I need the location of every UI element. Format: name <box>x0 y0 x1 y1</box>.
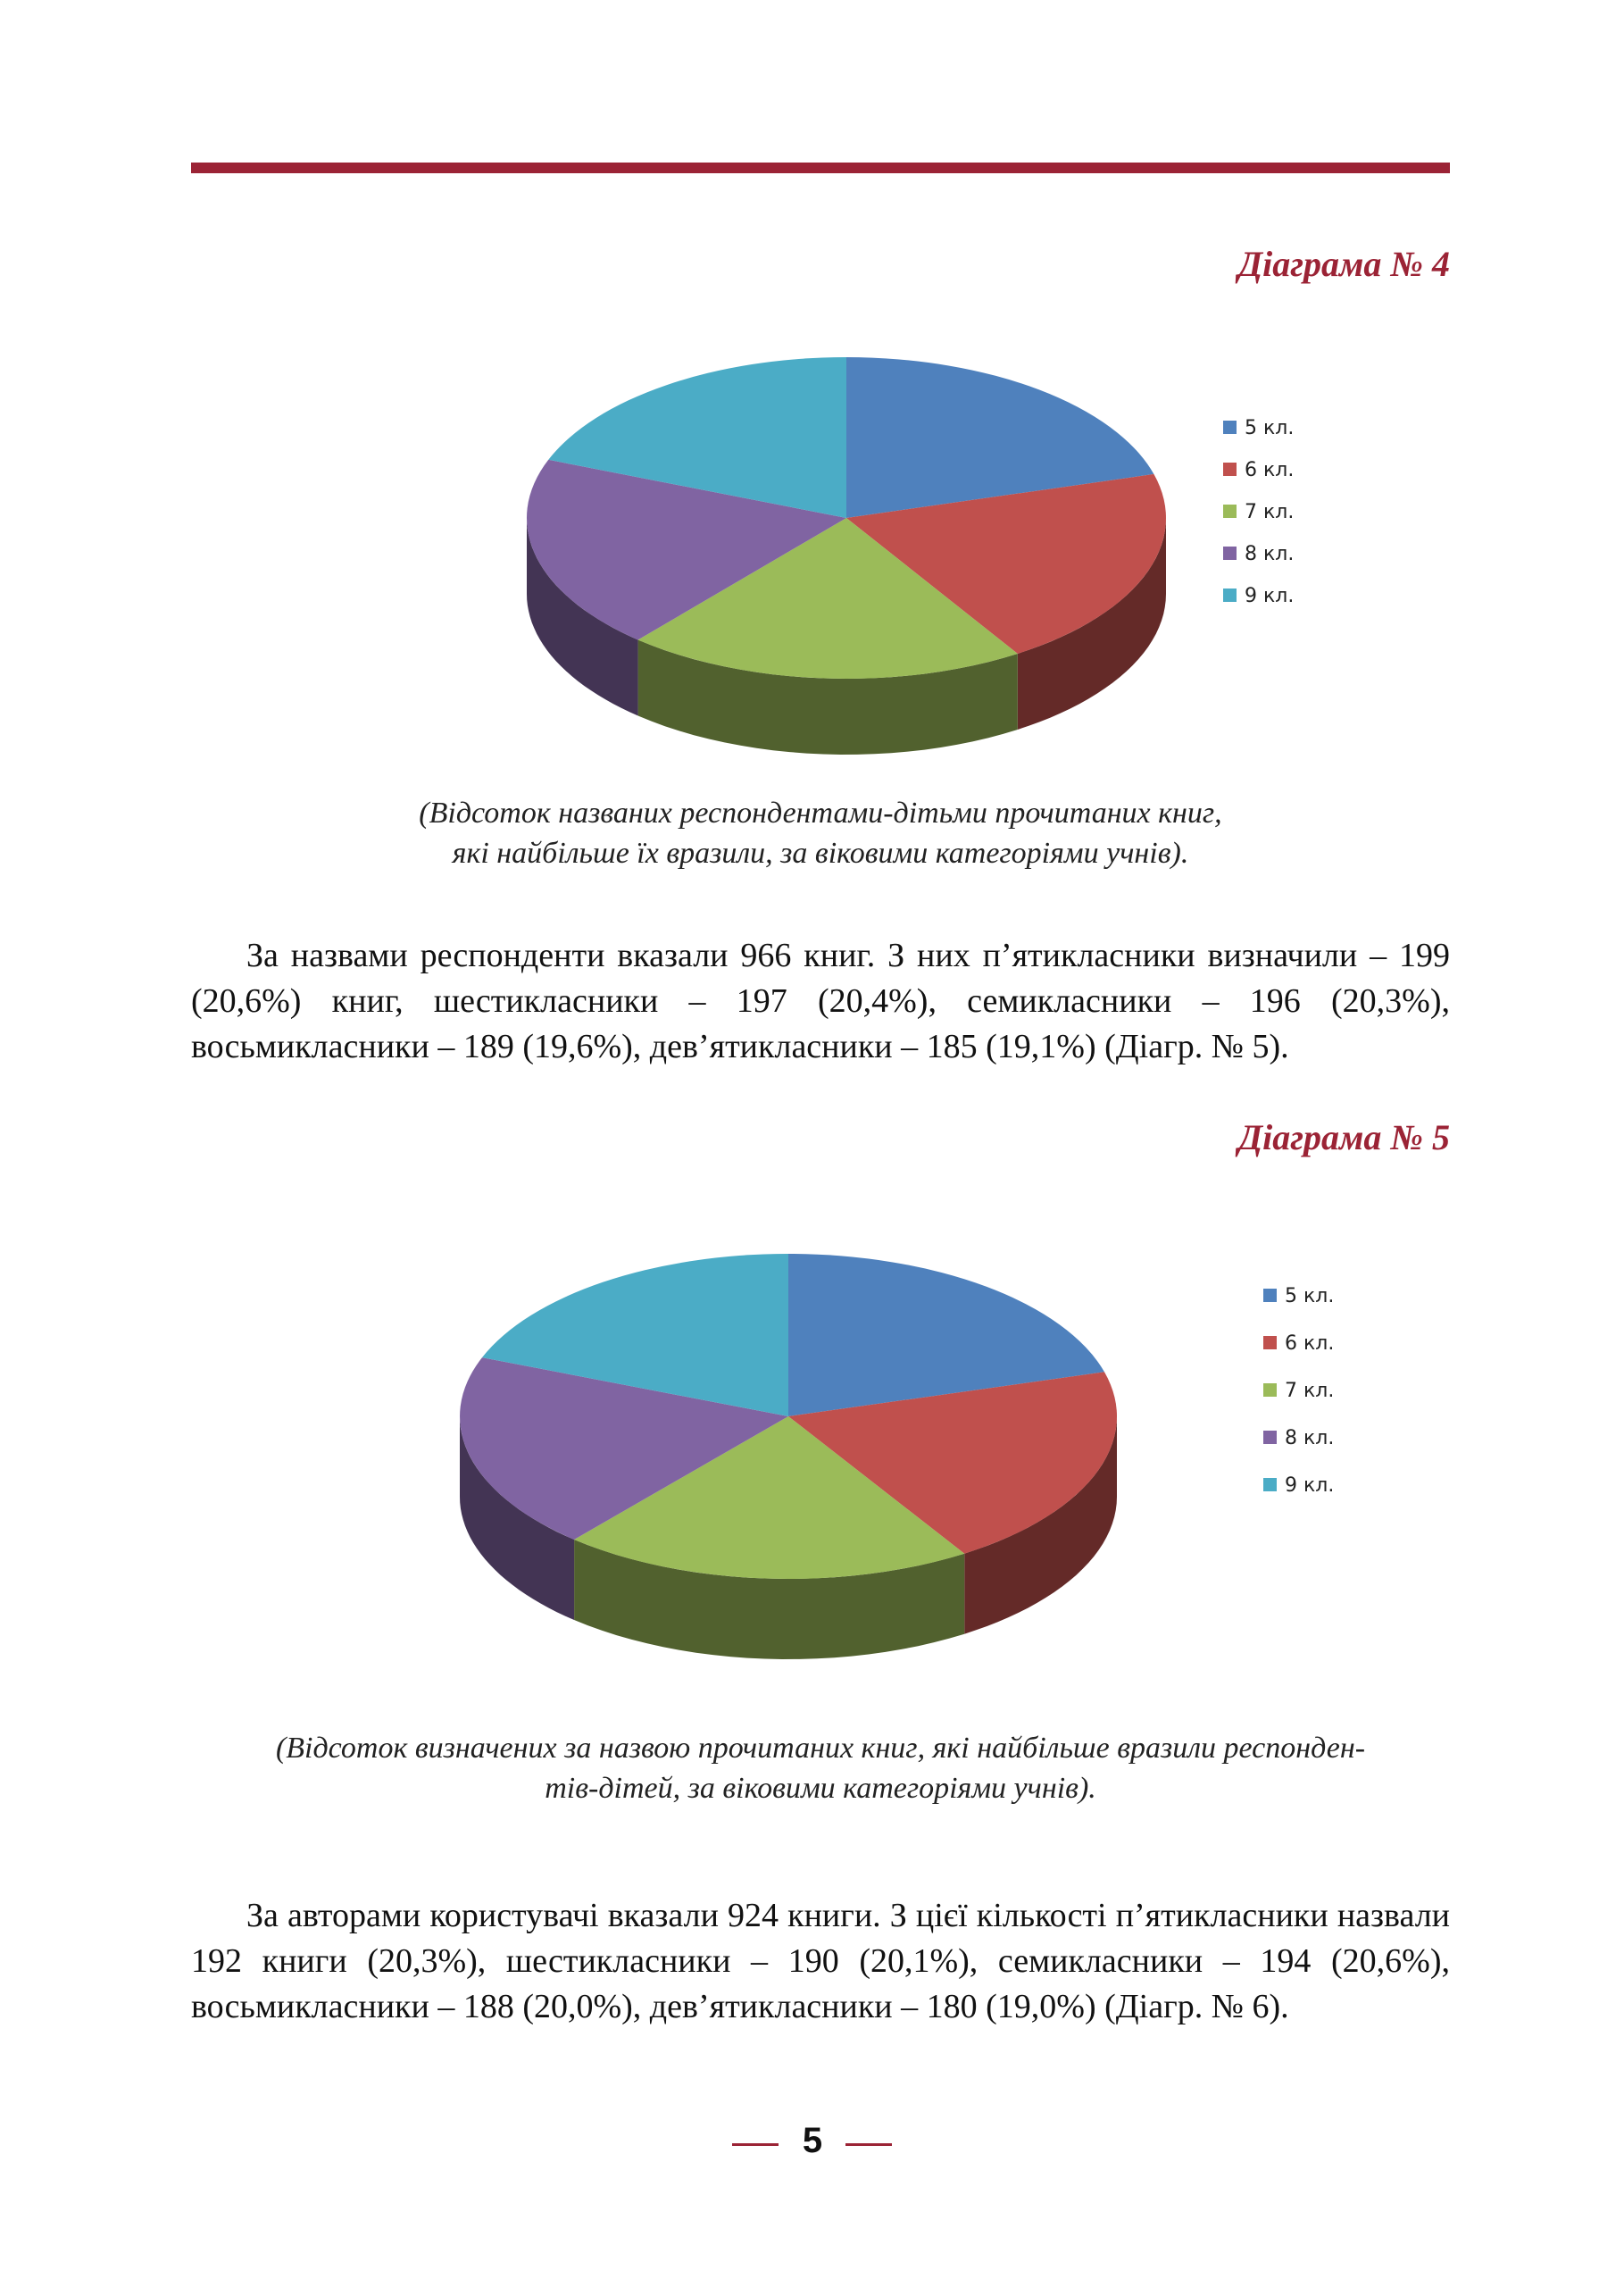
legend-label: 5 кл. <box>1285 1285 1335 1307</box>
paragraph-1 <box>191 933 1450 1070</box>
legend-swatch <box>1263 1289 1277 1302</box>
diagram-4-title: Діаграма № 4 <box>1237 244 1450 284</box>
legend-label: 6 кл. <box>1285 1332 1335 1355</box>
legend-swatch <box>1263 1383 1277 1397</box>
legend-label: 7 кл. <box>1285 1380 1335 1402</box>
diagram-5-caption-line-1: (Відсоток визначених за назвою прочитаних книг, які найбільше вразили респонден- <box>275 1732 1366 1765</box>
diagram-4-caption-line-2: які найбільше їх вразили, за віковими категоріями учнів). <box>452 837 1189 870</box>
legend-swatch <box>1223 505 1237 518</box>
page-number: 5 <box>802 2121 823 2160</box>
legend-swatch <box>1223 547 1237 560</box>
page-footer <box>0 2121 1624 2166</box>
legend-swatch <box>1263 1478 1277 1491</box>
diagram-4-caption <box>191 793 1450 873</box>
legend-swatch <box>1223 463 1237 476</box>
diagram-5-caption <box>191 1728 1450 1808</box>
legend-label: 9 кл. <box>1245 585 1295 607</box>
footer-dash-left <box>732 2143 779 2146</box>
legend-label: 6 кл. <box>1245 459 1295 481</box>
legend-swatch <box>1263 1431 1277 1444</box>
paragraph-2-text: За авторами користувачі вказали 924 книги. З цієї кількості п’ятикласники назвали 192 книги (20,3%), шестикласники – 190 (20,1%), семикласники – 194 (20,6%), восьмикласники – 188 (20,0%), дев’ятикласники – 180 (19,0%) (Діагр. № 6). <box>191 1897 1450 2025</box>
diagram-4-caption-line-1: (Відсоток названих респондентами-дітьми прочитаних книг, <box>419 797 1222 830</box>
paragraph-1-text: За назвами респонденти вказали 966 книг. З них п’ятикласники визначили – 199 (20,6%) книг, шестикласники – 197 (20,4%), семикласники – 196 (20,3%), восьмикласники – 189 (19,6%), дев’ятикласники – 185 (19,1%) (Діагр. № 5). <box>191 937 1450 1065</box>
legend-label: 8 кл. <box>1285 1427 1335 1449</box>
paragraph-2 <box>191 1893 1450 2030</box>
diagram-5-title: Діаграма № 5 <box>1237 1117 1450 1157</box>
legend-swatch <box>1223 589 1237 602</box>
diagram-4-pie-chart <box>0 330 1624 795</box>
legend-label: 7 кл. <box>1245 501 1295 523</box>
diagram-5-pie-chart <box>0 1232 1624 1697</box>
legend-label: 8 кл. <box>1245 543 1295 565</box>
footer-dash-right <box>845 2143 892 2146</box>
legend-swatch <box>1263 1336 1277 1349</box>
header-rule <box>191 163 1450 173</box>
legend-label: 5 кл. <box>1245 417 1295 439</box>
legend-label: 9 кл. <box>1285 1474 1335 1497</box>
diagram-5-caption-line-2: тів-дітей, за віковими категоріями учнів). <box>545 1772 1096 1805</box>
legend-swatch <box>1223 421 1237 434</box>
